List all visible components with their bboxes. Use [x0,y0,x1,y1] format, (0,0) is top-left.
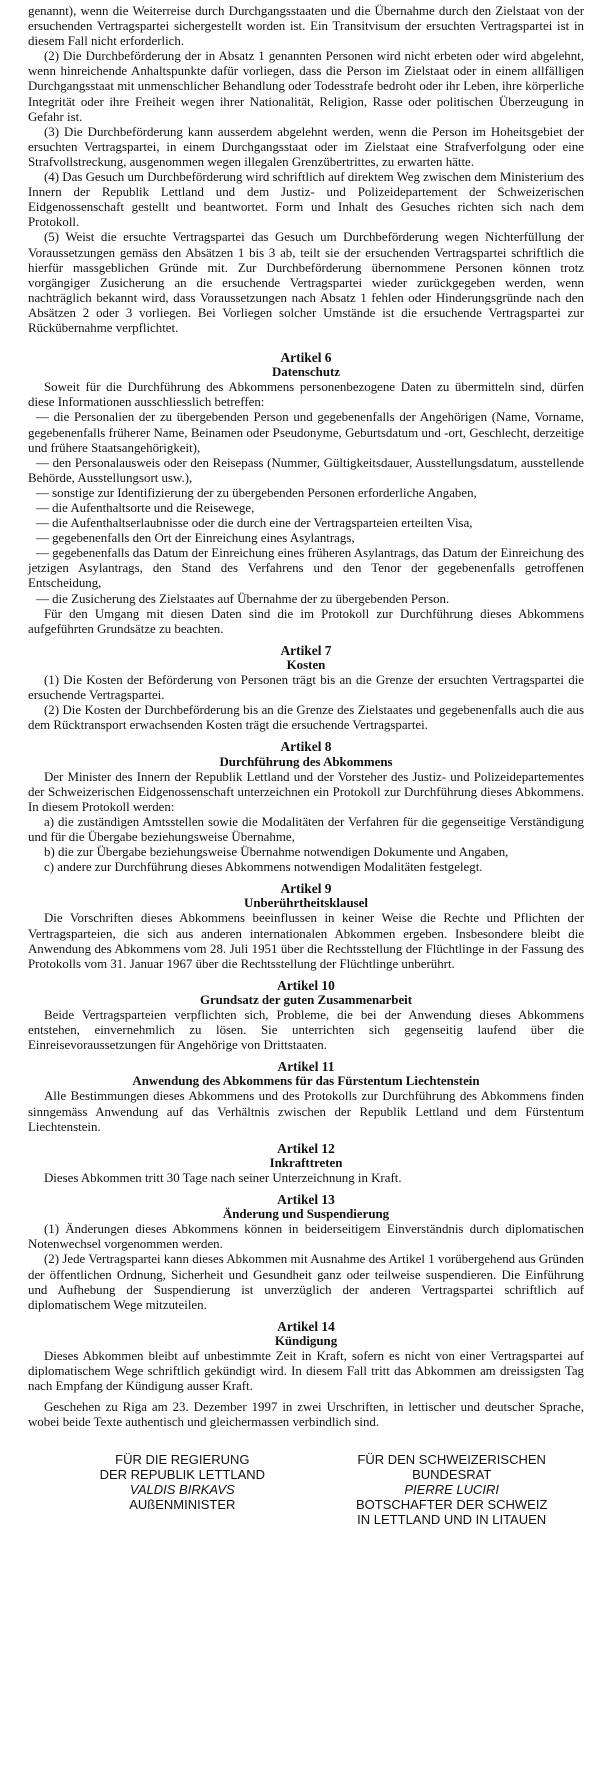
paragraph-2: (2) Die Durchbeförderung der in Absatz 1 genannten Personen wird nicht erbeten oder wird abgelehnt, wenn hinreichende Anhaltspunkte dafür vorliegen, dass die Person im Zielstaat oder in einem allfälligen Durchgangsstaat mit unmenschlicher Behandlung oder Todesstrafe bedroht oder ihr Leben, ihre körperliche Integrität oder ihre Freiheit wegen ihrer Nationalität, Religion, Rasse oder politischen Überzeugung in Gefahr ist. [28,49,584,124]
article-7-paragraph-2: (2) Die Kosten der Durchbeförderung bis an die Grenze des Zielstaates und gegebenenfalls auch die aus dem Rücktransport erwachsenden Kosten trägt die ersuchende Vertragspartei. [28,703,584,733]
article-title: Änderung und Suspendierung [222,1207,390,1222]
article-title: Anwendung des Abkommens für das Fürstentum Liechtenstein [132,1074,480,1089]
signatory-role: AUßENMINISTER [129,1497,236,1513]
list-item: — die Aufenthaltsorte und die Reisewege, [36,501,255,515]
signature-switzerland [327,1452,576,1527]
article-11-text: Alle Bestimmungen dieses Abkommens und des Protokolls zur Durchführung des Abkommens finden sinngemäss Anwendung auf das Verhältnis zwischen der Republik Lettland und dem Fürstentum Liechtenstein. [28,1089,584,1134]
article-6-lead: Soweit für die Durchführung des Abkommens personenbezogene Daten zu übermitteln sind, dürfen diese Informationen ausschliesslich betreffen: [28,380,584,410]
article-13-paragraph-1: (1) Änderungen dieses Abkommens können in beiderseitigem Einverständnis durch diplomatischen Notenwechsel vorgenommen werden. [28,1222,584,1252]
intro-continuation: genannt), wenn die Weiterreise durch Durchgangsstaaten und die Übernahme durch den Zielstaat von der ersuchenden Vertragspartei sichergestellt worden ist. Ein Transitvisum der ersuchten Vertragspartei ist in diesem Fall nicht erforderlich. [28,4,584,49]
signature-block [28,1452,584,1527]
article-8-item-a: a) die zuständigen Amtsstellen sowie die Modalitäten der Verfahren für die gegenseitige Verständigung und für die Übergabe beziehungsweise Übernahme, [28,814,584,844]
list-item: — gegebenenfalls das Datum der Einreichung eines früheren Asylantrags, das Datum der Einreichung des jetzigen Asylantrags, den Stand des Verfahrens und den Tenor der gegebenenfalls getroffenen Entscheidung, [28,546,584,591]
article-number: Artikel 14 [277,1318,335,1334]
article-13-heading [28,1192,584,1222]
closing-statement: Geschehen zu Riga am 23. Dezember 1997 in zwei Urschriften, in lettischer und deutscher Sprache, wobei beide Texte authentisch und gleichermassen verbindlich sind. [28,1400,584,1430]
article-11-heading [28,1059,584,1089]
article-title: Inkrafttreten [269,1155,343,1170]
article-number: Artikel 8 [280,739,332,755]
list-item: — den Personalausweis oder den Reisepass (Nummer, Gültigkeitsdauer, Ausstellungsdatum, ausstellende Behörde, Ausstellungsort usw.), [28,455,584,485]
signature-line: BUNDESRAT [412,1467,492,1483]
list-item: — sonstige zur Identifizierung der zu übergebenden Personen erforderliche Angaben, [36,485,477,500]
article-10-text: Beide Vertragsparteien verpflichten sich, Probleme, die bei der Anwendung dieses Abkommens entstehen, einvernehmlich zu lösen. Sie unterrichten sich gegenseitig laufend über die Einreisevoraussetzungen für Angehörige von Drittstaaten. [28,1008,584,1053]
article-14-text: Dieses Abkommen bleibt auf unbestimmte Zeit in Kraft, sofern es nicht von einer Vertragspartei auf diplomatischem Wege schriftlich gekündigt wird. In diesem Fall tritt das Abkommen am dreissigsten Tag nach Empfang der Kündigung ausser Kraft. [28,1348,584,1394]
paragraph-4: (4) Das Gesuch um Durchbeförderung wird schriftlich auf direktem Weg zwischen dem Ministerium des Innern der Republik Lettland und dem Justiz- und Polizeidepartement der Schweizerischen Eidgenossenschaft gestellt und beantwortet. Form und Inhalt des Gesuches richten sich nach dem Protokoll. [28,170,584,230]
article-number: Artikel 13 [277,1192,335,1208]
list-item: — die Aufenthaltserlaubnisse oder die durch eine der Vertragsparteien erteilten Visa, [36,516,473,531]
article-10-heading [28,978,584,1008]
article-title: Durchführung des Abkommens [219,754,393,769]
article-7-paragraph-1: (1) Die Kosten der Beförderung von Personen trägt bis an die Grenze der ersuchten Vertragspartei die ersuchende Vertragspartei. [28,673,584,703]
signature-line: DER REPUBLIK LETTLAND [99,1467,266,1483]
article-12-text: Dieses Abkommen tritt 30 Tage nach seiner Unterzeichnung in Kraft. [44,1170,402,1185]
article-8-item-c: c) andere zur Durchführung dieses Abkommens notwendigen Modalitäten festgelegt. [44,860,483,875]
article-number: Artikel 11 [277,1059,335,1075]
signatory-role: IN LETTLAND UND IN LITAUEN [357,1512,547,1528]
signatory-name: VALDIS BIRKAVS [129,1482,235,1498]
signature-line: FÜR DEN SCHWEIZERISCHEN [357,1452,546,1468]
article-title: Unberührtheitsklausel [244,896,368,911]
article-number: Artikel 10 [277,977,335,993]
article-6-closing: Für den Umgang mit diesen Daten sind die im Protokoll zur Durchführung dieses Abkommens aufgeführten Grundsätze zu beachten. [28,606,584,636]
article-9-text: Die Vorschriften dieses Abkommens beeinflussen in keiner Weise die Rechte und Pflichten der Vertragsparteien, die sich aus anderen internationalen Abkommen ergeben. Insbesondere bleibt die Anwendung des Abkommens vom 28. Juli 1951 über die Rechtsstellung der Flüchtlinge in der Fassung des Protokolls vom 31. Januar 1967 über die Rechtsstellung der Flüchtlinge unberührt. [28,911,584,971]
article-8-heading [28,739,584,769]
article-title: Kosten [286,657,326,672]
article-number: Artikel 6 [280,350,332,366]
signature-line: FÜR DIE REGIERUNG [115,1452,250,1468]
article-number: Artikel 9 [280,881,332,897]
article-number: Artikel 7 [280,642,332,658]
article-8-lead: Der Minister des Innern der Republik Lettland und der Vorsteher des Justiz- und Polizeidepartementes der Schweizerischen Eidgenossenschaft unterzeichnen ein Protokoll zur Durchführung dieses Abkommens. In diesem Protokoll werden: [28,769,584,814]
signatory-name: PIERRE LUCIRI [404,1482,499,1498]
article-title: Kündigung [274,1333,338,1348]
list-item: — die Zusicherung des Zielstaates auf Übernahme der zu übergebenden Person. [36,591,450,606]
article-12-heading [28,1141,584,1171]
article-7-heading [28,643,584,673]
article-6-heading [28,350,584,380]
paragraph-3: (3) Die Durchbeförderung kann ausserdem abgelehnt werden, wenn die Person im Hoheitsgebiet der ersuchten Vertragspartei, in einem Durchgangsstaat oder im Zielstaat eine Strafverfolgung oder eine Strafvollstreckung, ausgenommen wegen illegalen Grenzübertrittes, zu erwarten hätte. [28,124,584,169]
article-9-heading [28,881,584,911]
list-item: — die Personalien der zu übergebenden Person und gegebenenfalls der Angehörigen (Name, Vorname, gegebenenfalls früherer Name, Beinamen oder Pseudonyme, Geburtsdatum und -ort, Geschlecht, derzeitige und frühere Staatsangehörigkeit), [28,410,584,455]
article-title: Grundsatz der guten Zusammenarbeit [199,992,413,1007]
article-8-item-b: b) die zur Übergabe beziehungsweise Übernahme notwendigen Dokumente und Angaben, [44,845,509,860]
article-number: Artikel 12 [277,1140,335,1156]
article-13-paragraph-2: (2) Jede Vertragspartei kann dieses Abkommen mit Ausnahme des Artikel 1 vorübergehend aus Gründen der öffentlichen Ordnung, Sicherheit und Gesundheit ganz oder teilweise suspendieren. Die Einführung und Aufhebung der Suspendierung ist unverzüglich der anderen Vertragspartei schriftlich auf diplomatischem Wege mitzuteilen. [28,1252,584,1312]
signatory-role: BOTSCHAFTER DER SCHWEIZ [355,1497,548,1513]
paragraph-5: (5) Weist die ersuchte Vertragspartei das Gesuch um Durchbeförderung wegen Nichterfüllung der Voraussetzungen gemäss den Absätzen 1 bis 3 ab, teilt sie der ersuchenden Vertragspartei schriftlich die hierfür massgeblichen Gründe mit. Zur Durchbeförderung übernommene Personen können trotz vorgängiger Zusicherung an die ersuchende Vertragspartei wieder zurückgegeben werden, wenn nachträglich bekannt wird, dass Voraussetzungen nach Absatz 1 fehlen oder Hinderungsgründe nach den Absätzen 2 oder 3 vorliegen. Bei Vorliegen solcher Umstände ist die ersuchende Vertragspartei zur Rückübernahme verpflichtet. [28,230,584,335]
article-14-heading [28,1319,584,1349]
signature-latvia [58,1452,307,1527]
list-item: — gegebenenfalls den Ort der Einreichung eines Asylantrags, [36,531,355,546]
article-title: Datenschutz [271,365,341,380]
